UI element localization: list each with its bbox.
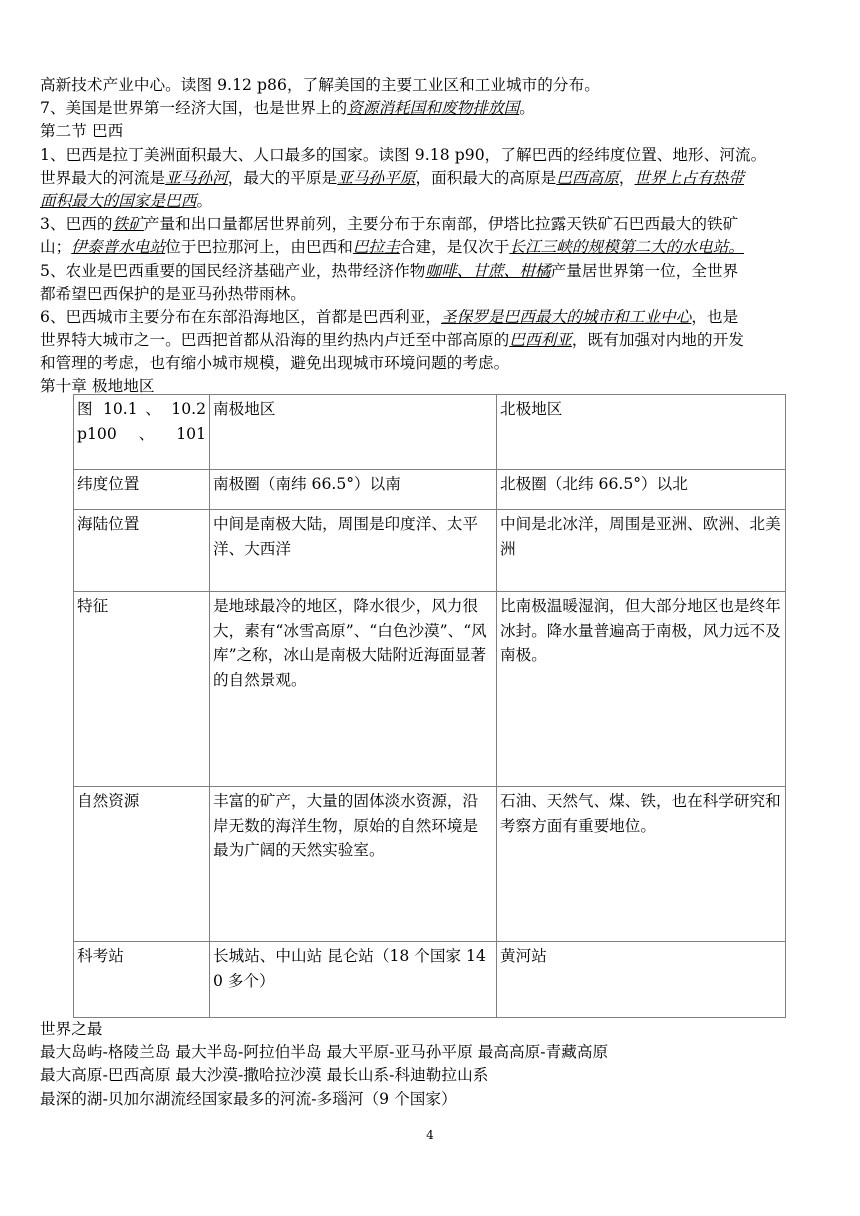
text-run: 产量和出口量都居世界前列，主要分布于东南部，伊塔比拉露天铁矿石巴西最大的铁矿 xyxy=(143,215,739,234)
emphasized-text: 亚马孙平原 xyxy=(337,168,416,187)
text-run: ，面积最大的高原是 xyxy=(415,168,557,187)
text-line xyxy=(40,97,825,120)
text-run: 1、巴西是拉丁美洲面积最大、人口最多的国家。读图 9.18 p90，了解巴西的经纬度位置、地形、河流。 xyxy=(40,145,767,164)
text-run: 山； xyxy=(40,238,72,257)
text-run: 。 xyxy=(519,99,535,118)
table-cell: 是地球最冷的地区，降水很少，风力很大，素有“冰雪高原”、“白色沙漠”、“风库”之称，冰山是南极大陆附近海面显著的自然景观。 xyxy=(210,592,497,787)
text-run: 都希望巴西保护的是亚马孙热带雨林。 xyxy=(40,284,306,303)
text-run: ，既有加强对内地的开发 xyxy=(571,331,744,350)
text-line xyxy=(40,260,825,283)
table-row-label: 特征 xyxy=(74,592,210,787)
records-line: 最深的湖-贝加尔湖流经国家最多的河流-多瑙河（9 个国家） xyxy=(40,1089,457,1108)
table-cell: 丰富的矿产，大量的固体淡水资源，沿岸无数的海洋生物，原始的自然环境是最为广阔的天然实验室。 xyxy=(210,787,497,942)
table-cell: 比南极温暖湿润，但大部分地区也是终年冰封。降水量普遍高于南极，风力远不及南极。 xyxy=(497,592,786,787)
table-row-resources xyxy=(74,787,786,942)
emphasized-text: 圣保罗是巴西最大的城市和工业中心 xyxy=(441,307,692,326)
text-run: 3、巴西的 xyxy=(40,215,113,234)
world-records-section xyxy=(40,1018,825,1111)
text-run: ，也是 xyxy=(691,307,739,326)
polar-regions-table xyxy=(73,394,786,1018)
text-line xyxy=(40,144,825,167)
table-row-stations xyxy=(74,942,786,1018)
text-run: 第十章 极地地区 xyxy=(40,377,155,396)
table-cell: 中间是北冰洋，周围是亚洲、欧洲、北美洲 xyxy=(497,510,786,592)
emphasized-text: 资源消耗国和废物排放国 xyxy=(347,99,520,118)
body-paragraphs xyxy=(40,74,825,399)
text-run: 第二节 巴西 xyxy=(40,122,124,141)
table-cell: 北极圈（北纬 66.5°）以北 xyxy=(497,470,786,510)
table-cell-figure-ref: 图 10.1 、 10.2 p100、101 xyxy=(74,395,210,470)
table-header-arctic: 北极地区 xyxy=(497,395,786,470)
table-cell: 长城站、中山站 昆仑站（18 个国家 140 多个） xyxy=(210,942,497,1018)
text-line xyxy=(40,329,825,352)
text-line xyxy=(40,190,825,213)
text-run: 5、农业是巴西重要的国民经济基础产业，热带经济作物 xyxy=(40,261,426,280)
emphasized-text: 铁矿 xyxy=(112,215,144,234)
records-line: 最大岛屿-格陵兰岛 最大半岛-阿拉伯半岛 最大平原-亚马孙平原 最高高原-青藏高原 xyxy=(40,1043,609,1062)
text-line xyxy=(40,283,825,306)
text-line xyxy=(40,236,825,259)
emphasized-text: 长江三峡的规模第二大的水电站。 xyxy=(509,238,745,257)
text-run: 合建，是仅次于 xyxy=(399,238,510,257)
emphasized-text: 世界上占有热带 xyxy=(634,168,745,187)
text-run: 世界特大城市之一。巴西把首都从沿海的里约热内卢迁至中部高原的 xyxy=(40,331,510,350)
table-cell: 南极圈（南纬 66.5°）以南 xyxy=(210,470,497,510)
table-header-antarctic: 南极地区 xyxy=(210,395,497,470)
text-run: 产量居世界第一位，全世界 xyxy=(550,261,739,280)
table-row-label: 海陆位置 xyxy=(74,510,210,592)
text-line xyxy=(40,213,825,236)
text-run: 和管理的考虑，也有缩小城市规模，避免出现城市环境问题的考虑。 xyxy=(40,354,510,373)
text-run: 位于巴拉那河上，由巴西和 xyxy=(165,238,353,257)
text-line xyxy=(40,352,825,375)
table-row-features xyxy=(74,592,786,787)
text-run: 高新技术产业中心。读图 9.12 p86，了解美国的主要工业区和工业城市的分布。 xyxy=(40,76,600,94)
text-run: 7、美国是世界第一经济大国，也是世界上的 xyxy=(40,99,348,118)
records-line: 最大高原-巴西高原 最大沙漠-撒哈拉沙漠 最长山系-科迪勒拉山系 xyxy=(40,1066,489,1085)
table-cell: 石油、天然气、煤、铁，也在科学研究和考察方面有重要地位。 xyxy=(497,787,786,942)
text-run: 。 xyxy=(196,191,213,210)
table-row-label: 自然资源 xyxy=(74,787,210,942)
table-header-row xyxy=(74,395,786,470)
text-run: ，最大的平原是 xyxy=(227,168,338,187)
emphasized-text: 咖啡、甘蔗、柑橘 xyxy=(425,261,551,280)
text-line xyxy=(40,306,825,329)
text-line xyxy=(40,167,825,190)
text-line xyxy=(40,120,825,143)
emphasized-text: 巴西利亚 xyxy=(509,331,572,350)
table-cell: 中间是南极大陆，周围是印度洋、太平洋、大西洋 xyxy=(210,510,497,592)
table-row-label: 科考站 xyxy=(74,942,210,1018)
table-cell: 黄河站 xyxy=(497,942,786,1018)
emphasized-text: 巴西高原 xyxy=(556,168,619,187)
text-run: ， xyxy=(618,168,635,187)
emphasized-text: 巴拉圭 xyxy=(352,238,400,257)
text-run: 6、巴西城市主要分布在东部沿海地区，首都是巴西利亚， xyxy=(40,307,442,326)
table-row-land-sea xyxy=(74,510,786,592)
emphasized-text: 伊泰普水电站 xyxy=(71,238,166,257)
table-row-latitude xyxy=(74,470,786,510)
text-line xyxy=(40,74,825,97)
emphasized-text: 亚马孙河 xyxy=(165,168,228,187)
page-number: 4 xyxy=(426,1128,434,1142)
table-row-label: 纬度位置 xyxy=(74,470,210,510)
section-heading: 世界之最 xyxy=(40,1020,103,1038)
text-run: 世界最大的河流是 xyxy=(40,168,166,187)
emphasized-text: 面积最大的国家是巴西 xyxy=(40,191,197,210)
